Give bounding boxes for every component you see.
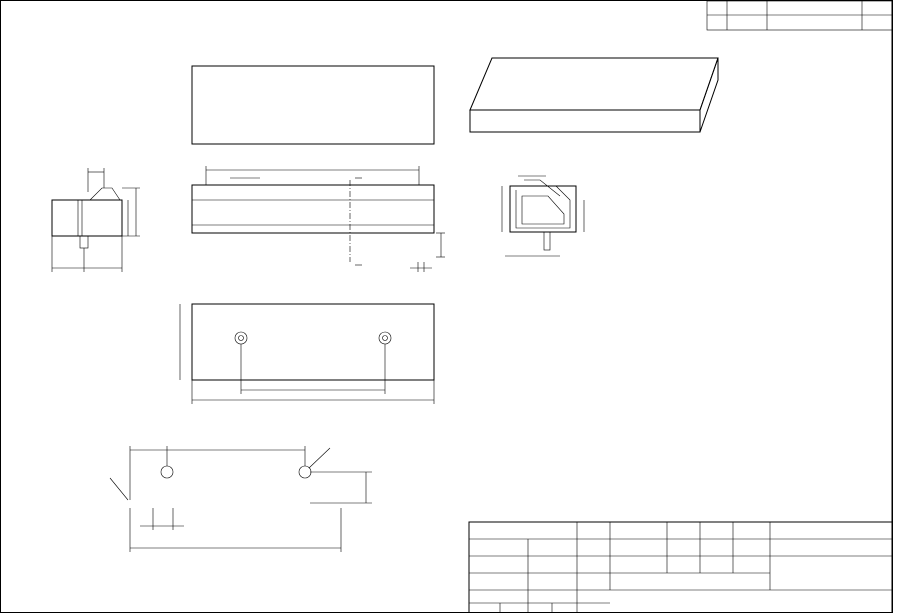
pcb-peg-hole xyxy=(161,466,173,478)
front-view xyxy=(192,166,445,272)
isometric-view xyxy=(470,58,718,132)
bottom-view xyxy=(180,304,434,404)
pcb-layout xyxy=(110,446,372,552)
side-view xyxy=(52,168,140,272)
peg-hole xyxy=(235,332,247,344)
revision-table xyxy=(707,1,892,30)
section-a-a xyxy=(502,176,584,256)
title-block xyxy=(469,522,892,613)
sheet-border xyxy=(1,1,893,613)
top-view xyxy=(192,66,434,144)
peg-hole xyxy=(379,332,391,344)
